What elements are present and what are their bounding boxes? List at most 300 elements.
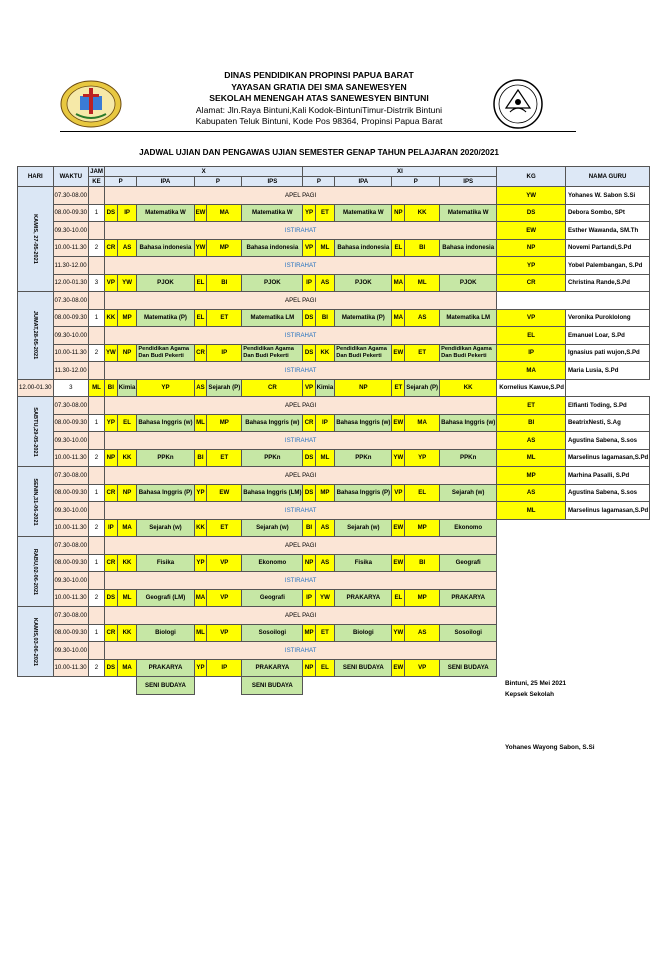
time-cell: 10.00-11.30	[53, 519, 89, 537]
time-cell: 08.00-09.30	[53, 484, 89, 502]
jam-ke-cell: 2	[89, 239, 105, 257]
pengawas-1: ML	[194, 624, 207, 642]
teacher-code: YW	[497, 187, 566, 205]
pengawas-1: YW	[392, 449, 405, 467]
pengawas-2: ET	[315, 204, 335, 222]
apel-pagi-cell: APEL PAGI	[104, 467, 496, 485]
subject-cell: Biologi	[335, 624, 392, 642]
subject-cell: Kimia	[315, 379, 335, 397]
jam-cell	[89, 187, 105, 205]
blank-cell	[497, 642, 650, 660]
pengawas-1: EW	[194, 204, 207, 222]
pengawas-1: DS	[104, 659, 117, 677]
pengawas-1: EL	[194, 274, 207, 292]
pengawas-2: MA	[207, 204, 242, 222]
time-cell: 10.00-11.30	[53, 239, 89, 257]
pengawas-2: KK	[117, 449, 137, 467]
schedule-table	[17, 166, 650, 695]
pengawas-1: EL	[392, 239, 405, 257]
blank-cell	[104, 677, 136, 695]
schedule-row	[18, 607, 650, 625]
schedule-row	[18, 624, 650, 642]
jam-cell	[89, 257, 105, 275]
schedule-row	[18, 204, 650, 222]
time-cell: 10.00-11.30	[53, 449, 89, 467]
sign-role: Kepsek Sekolah	[505, 691, 555, 698]
page-title: JADWAL UJIAN DAN PENGAWAS UJIAN SEMESTER GENAP TAHUN PELAJARAN 2020/2021	[139, 148, 499, 157]
subject-cell: Bahasa Inggris (w)	[335, 414, 392, 432]
time-cell: 08.00-09.30	[53, 414, 89, 432]
pengawas-1: EW	[392, 344, 405, 362]
teacher-name: Debora Sombo, SPt	[565, 204, 649, 222]
time-cell: 07.30-08.00	[53, 537, 89, 555]
pengawas-2: MP	[405, 519, 440, 537]
col-ips: IPS	[242, 177, 303, 187]
time-cell: 09.30-10.00	[53, 502, 89, 520]
pengawas-1: EL	[194, 309, 207, 327]
subject-cell: Bahasa Inggris (w)	[242, 414, 303, 432]
subject-cell: SENI BUDAYA	[440, 659, 497, 677]
sign-name: Yohanes Wayong Sabon, S.Si	[505, 744, 595, 751]
pengawas-2: ET	[207, 449, 242, 467]
jam-cell	[89, 572, 105, 590]
apel-pagi-cell: APEL PAGI	[104, 607, 496, 625]
blank-cell	[497, 554, 650, 572]
pengawas-2: KK	[117, 554, 137, 572]
teacher-name: Kornelius Kawue,S.Pd	[497, 379, 566, 397]
subject-cell: Geografi	[242, 589, 303, 607]
pengawas-2: AS	[117, 239, 137, 257]
time-cell: 09.30-10.00	[53, 572, 89, 590]
time-cell: 08.00-09.30	[53, 624, 89, 642]
pengawas-2: KK	[405, 204, 440, 222]
jam-ke-cell: 1	[89, 414, 105, 432]
pengawas-2: BI	[405, 239, 440, 257]
subject-cell: PPKn	[242, 449, 303, 467]
pengawas-2: YW	[117, 274, 137, 292]
schedule-row	[18, 659, 650, 677]
pengawas-1: VP	[392, 484, 405, 502]
pengawas-2: BI	[405, 554, 440, 572]
col-nama-guru: NAMA GURU	[565, 167, 649, 187]
subject-cell: Sejarah (w)	[137, 519, 194, 537]
col-ipa: IPA	[137, 177, 194, 187]
blank-cell	[497, 624, 650, 642]
pengawas-1: YP	[137, 379, 194, 397]
pengawas-2: NP	[117, 484, 137, 502]
schedule-row	[18, 362, 650, 380]
subject-cell: Bahasa Inggris (P)	[335, 484, 392, 502]
schedule-row	[18, 554, 650, 572]
pengawas-2: IP	[315, 414, 335, 432]
istirahat-cell: ISTIRAHAT	[104, 222, 496, 240]
col-pengawas: P	[392, 177, 440, 187]
jam-cell	[89, 327, 105, 345]
pengawas-2: ET	[207, 309, 242, 327]
time-cell: 10.00-11.30	[53, 589, 89, 607]
jam-ke-cell: 2	[89, 449, 105, 467]
time-cell: 09.30-10.00	[53, 327, 89, 345]
schedule-row	[18, 589, 650, 607]
teacher-code: EL	[497, 327, 566, 345]
teacher-code: EW	[497, 222, 566, 240]
pengawas-2: ML	[405, 274, 440, 292]
teacher-code: ML	[497, 502, 566, 520]
pengawas-1: YW	[194, 239, 207, 257]
time-cell: 07.30-08.00	[53, 187, 89, 205]
col-ipa: IPA	[335, 177, 392, 187]
subject-cell: PJOK	[242, 274, 303, 292]
blank-cell	[497, 572, 650, 590]
pengawas-1: VP	[104, 274, 117, 292]
jam-cell	[89, 467, 105, 485]
jam-cell	[89, 397, 105, 415]
teacher-name: Marselinus lagamasan,S.Pd	[565, 449, 649, 467]
subject-cell: Matematika LM	[242, 309, 303, 327]
pengawas-2: ML	[315, 239, 335, 257]
apel-pagi-cell: APEL PAGI	[104, 292, 496, 310]
day-cell	[18, 607, 54, 677]
subject-cell: Sosoilogi	[440, 624, 497, 642]
schedule-row	[18, 642, 650, 660]
teacher-name: Yohanes W. Sabon S.Si	[565, 187, 649, 205]
jam-ke-cell: 1	[89, 554, 105, 572]
col-hari: HARI	[18, 167, 54, 187]
time-cell: 08.00-09.30	[53, 309, 89, 327]
blank-cell	[497, 537, 650, 555]
teacher-code: AS	[497, 484, 566, 502]
istirahat-cell: ISTIRAHAT	[104, 432, 496, 450]
time-cell: 10.00-11.30	[53, 659, 89, 677]
pengawas-1: YW	[392, 624, 405, 642]
region-line: Kabupaten Teluk Bintuni, Kode Pos 98364, Propinsi Papua Barat	[195, 116, 443, 126]
letterhead	[0, 70, 638, 128]
blank-cell	[194, 677, 242, 695]
subject-cell: Fisika	[335, 554, 392, 572]
teacher-name: Veronika Puroklolong	[565, 309, 649, 327]
pengawas-1: YP	[194, 484, 207, 502]
subject-cell: Kimia	[117, 379, 137, 397]
teacher-code: IP	[497, 344, 566, 362]
teacher-name: Yobel Palembangan, S.Pd	[565, 257, 649, 275]
pengawas-2: AS	[405, 624, 440, 642]
istirahat-cell: ISTIRAHAT	[104, 327, 496, 345]
subject-cell: Pendidikan Agama Dan Budi Pekerti	[242, 344, 303, 362]
office-name: DINAS PENDIDIKAN PROPINSI PAPUA BARAT	[224, 70, 414, 80]
pengawas-2: AS	[194, 379, 207, 397]
pengawas-2: YP	[405, 449, 440, 467]
subject-cell: SENI BUDAYA	[335, 659, 392, 677]
pengawas-2: MP	[405, 589, 440, 607]
time-cell: 11.30-12.00	[53, 257, 89, 275]
pengawas-1: DS	[303, 449, 315, 467]
teacher-name: Agustina Sabena, S.sos	[565, 432, 649, 450]
pengawas-2: AS	[315, 274, 335, 292]
jam-cell	[89, 292, 105, 310]
pengawas-1: DS	[104, 589, 117, 607]
apel-pagi-cell: APEL PAGI	[104, 397, 496, 415]
teacher-code: MA	[497, 362, 566, 380]
day-label: SABTU,29-05-2021	[32, 406, 39, 457]
pengawas-2: ML	[117, 589, 137, 607]
teacher-name: BeatrixNesti, S.Ag	[565, 414, 649, 432]
subject-cell: PRAKARYA	[137, 659, 194, 677]
col-class-x: X	[104, 167, 303, 177]
jam-cell	[89, 502, 105, 520]
pengawas-2: BI	[104, 379, 117, 397]
pengawas-1: EW	[392, 659, 405, 677]
day-cell	[18, 187, 54, 292]
istirahat-cell: ISTIRAHAT	[104, 502, 496, 520]
subject-cell: PPKn	[335, 449, 392, 467]
schedule-row	[18, 414, 650, 432]
day-label: KAMIS,03-06-2021	[32, 617, 39, 666]
pengawas-2: AS	[315, 554, 335, 572]
pengawas-1: EW	[392, 414, 405, 432]
time-cell: 12.00-01.30	[18, 379, 54, 397]
pengawas-1: IP	[303, 274, 315, 292]
schedule-row	[18, 309, 650, 327]
day-cell	[18, 537, 54, 607]
apel-pagi-cell: APEL PAGI	[104, 537, 496, 555]
schedule-row	[18, 467, 650, 485]
subject-cell: Sosoilogi	[242, 624, 303, 642]
pengawas-1: NP	[303, 659, 315, 677]
day-cell	[18, 397, 54, 467]
schedule-row	[18, 344, 650, 362]
schedule-row	[18, 484, 650, 502]
time-cell: 09.30-10.00	[53, 642, 89, 660]
teacher-code: NP	[497, 239, 566, 257]
pengawas-2: ET	[392, 379, 405, 397]
pengawas-1: YP	[104, 414, 117, 432]
apel-pagi-cell: APEL PAGI	[104, 187, 496, 205]
schedule-row	[18, 537, 650, 555]
istirahat-cell: ISTIRAHAT	[104, 257, 496, 275]
subject-cell: Geografi	[440, 554, 497, 572]
subject-cell: Matematika W	[137, 204, 194, 222]
subject-cell: PRAKARYA	[242, 659, 303, 677]
pengawas-1: EL	[392, 589, 405, 607]
blank-cell	[497, 589, 650, 607]
subject-cell: Bahasa indonesia	[440, 239, 497, 257]
subject-cell: Pendidikan Agama Dan Budi Pekerti	[137, 344, 194, 362]
pengawas-1: MA	[392, 309, 405, 327]
time-cell: 10.00-11.30	[53, 344, 89, 362]
pengawas-2: IP	[207, 344, 242, 362]
time-cell: 11.30-12.00	[53, 362, 89, 380]
col-waktu: WAKTU	[53, 167, 89, 187]
subject-cell: Sejarah (w)	[242, 519, 303, 537]
pengawas-2: YW	[315, 589, 335, 607]
teacher-code: CR	[497, 274, 566, 292]
schedule-row	[18, 432, 650, 450]
pengawas-1: CR	[104, 624, 117, 642]
teacher-code: AS	[497, 432, 566, 450]
teacher-name: Christina Rande,S.Pd	[565, 274, 649, 292]
subject-cell: PJOK	[335, 274, 392, 292]
subject-cell: Sejarah (w)	[335, 519, 392, 537]
teacher-name: Esther Wawanda, SM.Th	[565, 222, 649, 240]
teacher-name: Emanuel Loar, S.Pd	[565, 327, 649, 345]
teacher-code: VP	[497, 309, 566, 327]
jam-ke-cell: 2	[89, 659, 105, 677]
teacher-name: Maria Lusia, S.Pd	[565, 362, 649, 380]
subject-cell: Matematika LM	[440, 309, 497, 327]
schedule-row	[18, 519, 650, 537]
sign-date: Bintuni, 25 Mei 2021	[505, 680, 567, 687]
pengawas-1: IP	[303, 589, 315, 607]
time-cell: 07.30-08.00	[53, 397, 89, 415]
pengawas-1: YP	[194, 554, 207, 572]
subject-cell: Bahasa Inggris (P)	[137, 484, 194, 502]
subject-cell: Ekonomo	[440, 519, 497, 537]
pengawas-2: VP	[207, 589, 242, 607]
pengawas-2: VP	[207, 554, 242, 572]
teacher-code: ML	[497, 449, 566, 467]
teacher-name: Novemi Partandi,S.Pd	[565, 239, 649, 257]
time-cell: 07.30-08.00	[53, 467, 89, 485]
day-cell	[18, 292, 54, 380]
pengawas-2: ET	[315, 624, 335, 642]
teacher-code: KK	[440, 379, 497, 397]
teacher-name: Marhina Pasalli, S.Pd	[565, 467, 649, 485]
col-ke: KE	[89, 177, 105, 187]
subject-cell: Bahasa Inggris (w)	[137, 414, 194, 432]
header-rule	[60, 131, 576, 132]
col-class-xi: XI	[303, 167, 497, 177]
schedule-row	[18, 449, 650, 467]
col-kg: KG	[497, 167, 566, 187]
extra-subject: SENI BUDAYA	[137, 677, 194, 695]
pengawas-1: VP	[303, 239, 315, 257]
time-cell: 07.30-08.00	[53, 292, 89, 310]
pengawas-2: BI	[315, 309, 335, 327]
pengawas-2: ML	[315, 449, 335, 467]
subject-cell: PJOK	[440, 274, 497, 292]
subject-cell: Matematika (P)	[335, 309, 392, 327]
pengawas-2: EL	[117, 414, 137, 432]
blank-cell	[303, 677, 650, 695]
subject-cell: Geografi (LM)	[137, 589, 194, 607]
jam-ke-cell: 3	[53, 379, 89, 397]
pengawas-2: EL	[315, 659, 335, 677]
col-ips: IPS	[440, 177, 497, 187]
pengawas-2: VP	[405, 659, 440, 677]
subject-cell: PJOK	[137, 274, 194, 292]
day-label: SENIN,31-06-2021	[32, 477, 39, 526]
school-name: SEKOLAH MENENGAH ATAS SANEWESYEN BINTUNI	[209, 93, 429, 103]
pengawas-1: EW	[392, 519, 405, 537]
pengawas-2: ET	[405, 344, 440, 362]
col-pengawas: P	[303, 177, 335, 187]
subject-cell: Bahasa indonesia	[335, 239, 392, 257]
istirahat-cell: ISTIRAHAT	[104, 362, 496, 380]
istirahat-cell: ISTIRAHAT	[104, 642, 496, 660]
foundation-name: YAYASAN GRATIA DEI SMA SANEWESYEN	[231, 81, 407, 92]
subject-cell: PRAKARYA	[335, 589, 392, 607]
pengawas-2: KK	[315, 344, 335, 362]
pengawas-2: AS	[315, 519, 335, 537]
time-cell: 09.30-10.00	[53, 222, 89, 240]
jam-cell	[89, 537, 105, 555]
pengawas-1: ML	[194, 414, 207, 432]
pengawas-1: KK	[194, 519, 207, 537]
jam-ke-cell: 1	[89, 204, 105, 222]
jam-cell	[89, 222, 105, 240]
blank-cell	[497, 659, 650, 677]
pengawas-2: EL	[405, 484, 440, 502]
schedule-row	[18, 397, 650, 415]
pengawas-1: CR	[104, 239, 117, 257]
jam-cell	[89, 432, 105, 450]
schedule-row	[18, 257, 650, 275]
teacher-name: Ignasius pati wujon,S.Pd	[565, 344, 649, 362]
jam-ke-cell: 1	[89, 484, 105, 502]
subject-cell: Fisika	[137, 554, 194, 572]
subject-cell: Biologi	[137, 624, 194, 642]
pengawas-2: MP	[207, 239, 242, 257]
subject-cell: Matematika (P)	[137, 309, 194, 327]
jam-ke-cell: 2	[89, 589, 105, 607]
jam-ke-cell: 1	[89, 624, 105, 642]
subject-cell: Sejarah (P)	[207, 379, 242, 397]
time-cell: 08.00-09.30	[53, 554, 89, 572]
day-label: JUMAT,28-05-2021	[32, 311, 39, 360]
pengawas-2: MP	[117, 309, 137, 327]
subject-cell: PRAKARYA	[440, 589, 497, 607]
subject-cell: PPKn	[440, 449, 497, 467]
time-cell: 07.30-08.00	[53, 607, 89, 625]
schedule-row	[18, 572, 650, 590]
jam-cell	[89, 362, 105, 380]
schedule-row	[18, 239, 650, 257]
schedule-row	[18, 187, 650, 205]
pengawas-1: CR	[104, 484, 117, 502]
jam-ke-cell: 3	[89, 274, 105, 292]
time-cell: 09.30-10.00	[53, 432, 89, 450]
subject-cell: Bahasa indonesia	[137, 239, 194, 257]
pengawas-1: YP	[303, 204, 315, 222]
subject-cell: Ekonomo	[242, 554, 303, 572]
pengawas-1: MA	[194, 589, 207, 607]
blank-cell	[18, 677, 105, 695]
empty-cell	[497, 292, 650, 310]
day-cell	[18, 467, 54, 537]
pengawas-1: YP	[194, 659, 207, 677]
pengawas-2: IP	[207, 659, 242, 677]
pengawas-1: MP	[303, 624, 315, 642]
pengawas-1: CR	[303, 414, 315, 432]
pengawas-1: DS	[303, 484, 315, 502]
schedule-row	[18, 502, 650, 520]
teacher-code: ET	[497, 397, 566, 415]
jam-cell	[89, 642, 105, 660]
pengawas-2: VP	[303, 379, 315, 397]
schedule-row	[18, 222, 650, 240]
extra-subject: SENI BUDAYA	[242, 677, 303, 695]
pengawas-1: DS	[303, 309, 315, 327]
schedule-row	[18, 292, 650, 310]
subject-cell: Bahasa Inggris (w)	[440, 414, 497, 432]
pengawas-2: AS	[405, 309, 440, 327]
pengawas-2: ET	[207, 519, 242, 537]
jam-cell	[89, 607, 105, 625]
subject-cell: Bahasa Inggris (LM)	[242, 484, 303, 502]
pengawas-2: IP	[117, 204, 137, 222]
teacher-code: YP	[497, 257, 566, 275]
pengawas-1: CR	[242, 379, 303, 397]
